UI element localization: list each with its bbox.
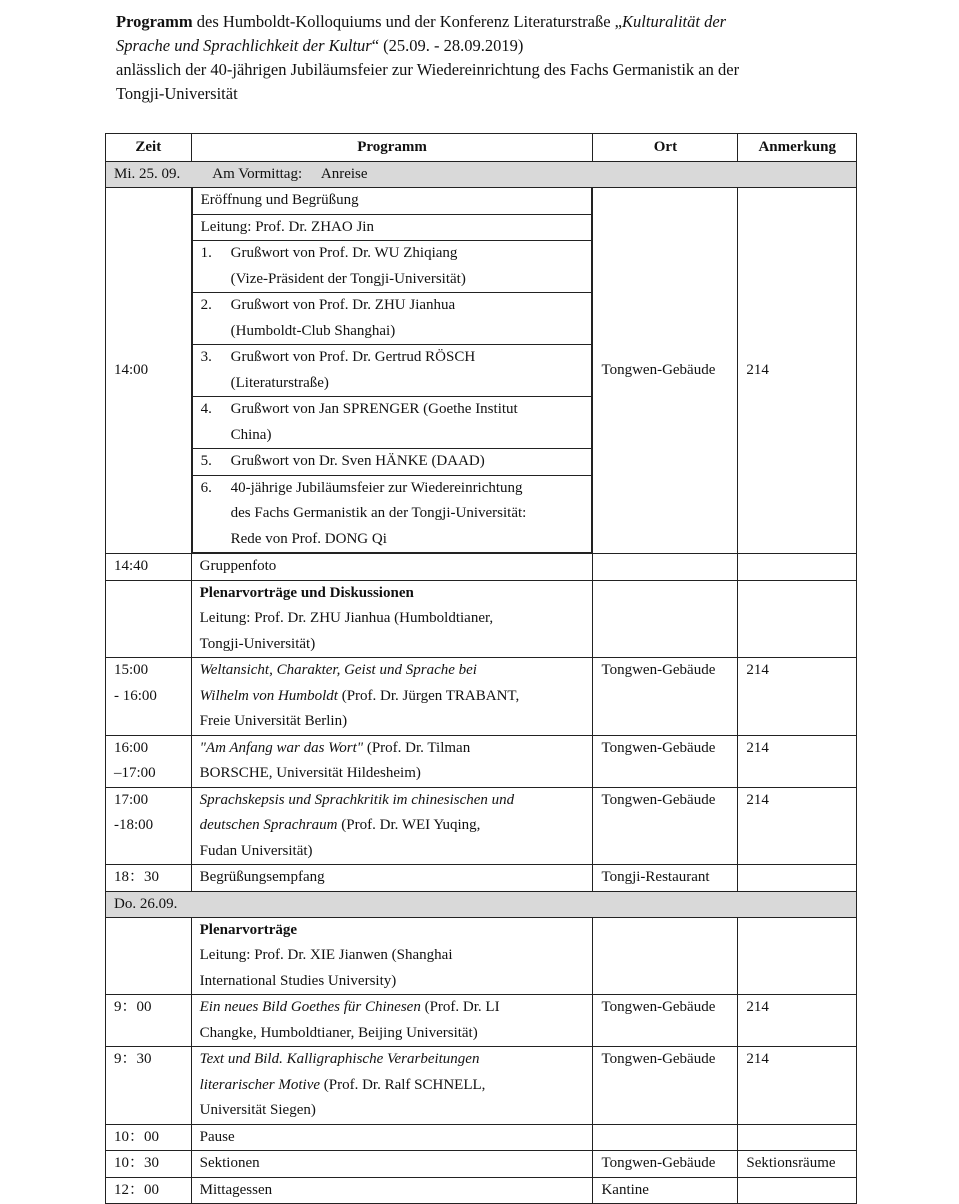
table-row-pause [106, 1124, 857, 1151]
item-number: 3. [200, 349, 212, 365]
time-cell [106, 917, 192, 995]
heading-text: des Humboldt-Kolloquiums und der Konferenz Literaturstraße „ [192, 12, 623, 31]
day-header [106, 162, 857, 188]
day-row-wednesday [106, 162, 857, 188]
list-item [192, 293, 592, 345]
day-header: Do. 26.09. [106, 891, 857, 917]
talk-speaker: Changke, Humboldtianer, Beijing Universität) [199, 1024, 478, 1041]
session-lead: Leitung: Prof. Dr. XIE Jianwen (Shanghai [199, 947, 453, 963]
session-lead: International Studies University) [199, 972, 397, 989]
program-cell [191, 735, 593, 787]
table-row-opening [106, 188, 857, 554]
opening-subtable [192, 188, 593, 553]
talk-title: literarischer Motive [199, 1076, 321, 1093]
item-text: Grußwort von Dr. Sven HÄNKE (DAAD) [230, 453, 485, 469]
talk-title: Sprachskepsis und Sprachkritik im chinesischen und [199, 791, 515, 808]
table-row-plenary-1 [106, 580, 857, 658]
talk-title: Wilhelm von Humboldt [199, 687, 338, 704]
document-heading [116, 10, 856, 106]
table-row-sections [106, 1151, 857, 1178]
talk-speaker: (Prof. Dr. LI [420, 999, 500, 1015]
program-cell [191, 580, 593, 658]
program-table [105, 133, 857, 1204]
heading-bold-word: Programm [116, 12, 193, 31]
item-number: 2. [200, 297, 212, 313]
talk-speaker: Freie Universität Berlin) [199, 713, 348, 729]
time-end: –17:00 [114, 765, 156, 781]
place-cell: Tongji-Restaurant [593, 865, 738, 892]
heading-line-3: anlässlich der 40-jährigen Jubiläumsfeier zur Wiedereinrichtung des Fachs Germanistik an der [116, 60, 740, 79]
talk-speaker: (Prof. Dr. Jürgen TRABANT, [337, 687, 520, 704]
item-number: 5. [200, 453, 212, 469]
talk-title: "Am Anfang war das Wort" [199, 739, 364, 756]
room-cell [738, 865, 857, 892]
room-cell [738, 580, 857, 658]
talk-title: Text und Bild. Kalligraphische Verarbeitungen [199, 1051, 480, 1067]
room-cell: 214 [738, 787, 857, 865]
session-title: Eröffnung und Begrüßung [192, 188, 592, 214]
time-cell [106, 735, 192, 787]
talk-title: Ein neues Bild Goethes für Chinesen [199, 999, 421, 1015]
item-text: China) [230, 426, 272, 443]
day-date: Mi. 25. 09. [114, 166, 181, 182]
program-cell: Pause [191, 1124, 593, 1151]
talk-speaker: (Prof. Dr. WEI Yuqing, [337, 817, 481, 833]
place-cell: Tongwen-Gebäude [593, 735, 738, 787]
program-cell [191, 1047, 593, 1125]
session-lead: Tongji-Universität) [199, 635, 316, 652]
column-header-ort: Ort [593, 134, 738, 162]
column-header-zeit: Zeit [106, 134, 192, 162]
place-cell: Tongwen-Gebäude [593, 1151, 738, 1178]
program-cell [191, 787, 593, 865]
time-cell: 9：00 [106, 995, 192, 1047]
table-row-reception [106, 865, 857, 892]
item-text: Grußwort von Prof. Dr. ZHU Jianhua [230, 297, 456, 313]
place-cell: Tongwen-Gebäude [593, 188, 738, 554]
item-text: Grußwort von Prof. Dr. Gertrud RÖSCH [230, 349, 476, 365]
program-cell: Begrüßungsempfang [191, 865, 593, 892]
heading-italic-text: Kulturalität der [622, 12, 727, 31]
room-cell: Sektionsräume [738, 1151, 857, 1178]
program-cell: Gruppenfoto [191, 554, 593, 581]
talk-speaker: (Prof. Dr. Ralf SCHNELL, [320, 1076, 486, 1093]
room-cell: 214 [738, 735, 857, 787]
place-cell: Tongwen-Gebäude [593, 1047, 738, 1125]
day-note-label: Am Vormittag: [212, 166, 303, 182]
room-cell [738, 554, 857, 581]
item-text: Grußwort von Jan SPRENGER (Goethe Institut [230, 401, 518, 417]
talk-title: deutschen Sprachraum [199, 817, 338, 833]
program-cell: Sektionen [191, 1151, 593, 1178]
place-cell [593, 580, 738, 658]
time-cell: 14:00 [106, 188, 192, 554]
time-cell: 14:40 [106, 554, 192, 581]
program-cell [191, 658, 593, 736]
program-cell [191, 995, 593, 1047]
room-cell [738, 1124, 857, 1151]
table-header-row [106, 134, 857, 162]
place-cell [593, 1124, 738, 1151]
talk-speaker: Fudan Universität) [199, 842, 313, 859]
time-cell [106, 658, 192, 736]
time-end: - 16:00 [114, 687, 157, 704]
talk-title: Weltansicht, Charakter, Geist und Sprache bei [199, 662, 477, 678]
list-item [192, 397, 592, 449]
table-row-photo [106, 554, 857, 581]
item-number: 4. [200, 401, 212, 417]
time-start: 16:00 [114, 739, 149, 756]
item-text: Grußwort von Prof. Dr. WU Zhiqiang [230, 245, 458, 261]
place-cell: Tongwen-Gebäude [593, 787, 738, 865]
list-item [192, 449, 592, 476]
time-start: 15:00 [114, 662, 149, 678]
room-cell: 214 [738, 658, 857, 736]
place-cell: Kantine [593, 1177, 738, 1204]
list-item [192, 475, 592, 553]
column-header-programm: Programm [191, 134, 593, 162]
item-text: Rede von Prof. DONG Qi [230, 530, 387, 547]
day-note-value: Anreise [320, 166, 368, 182]
time-cell: 12：00 [106, 1177, 192, 1204]
item-text: (Humboldt-Club Shanghai) [230, 322, 396, 339]
item-number: 6. [200, 479, 212, 496]
table-row-plenary-2 [106, 917, 857, 995]
session-title: Plenarvorträge [199, 921, 298, 938]
item-text: (Vize-Präsident der Tongji-Universität) [230, 270, 466, 287]
room-cell: 214 [738, 188, 857, 554]
table-row-talk-2 [106, 735, 857, 787]
talk-speaker: (Prof. Dr. Tilman [363, 739, 471, 756]
place-cell: Tongwen-Gebäude [593, 658, 738, 736]
place-cell: Tongwen-Gebäude [593, 995, 738, 1047]
room-cell: 214 [738, 1047, 857, 1125]
time-cell: 10：00 [106, 1124, 192, 1151]
heading-line-2 [116, 34, 856, 58]
heading-italic-text: Sprache und Sprachlichkeit der Kultur [116, 36, 372, 55]
session-lead: Leitung: Prof. Dr. ZHU Jianhua (Humboldtianer, [199, 610, 494, 626]
room-cell [738, 917, 857, 995]
time-cell: 18：30 [106, 865, 192, 892]
program-cell [191, 917, 593, 995]
list-item [192, 241, 592, 293]
talk-speaker: Universität Siegen) [199, 1102, 316, 1118]
time-cell [106, 580, 192, 658]
talk-speaker: BORSCHE, Universität Hildesheim) [199, 765, 421, 781]
time-cell: 9：30 [106, 1047, 192, 1125]
column-header-anmerkung: Anmerkung [738, 134, 857, 162]
day-row-thursday [106, 891, 857, 917]
place-cell [593, 917, 738, 995]
item-number: 1. [200, 245, 212, 261]
room-cell: 214 [738, 995, 857, 1047]
time-end: -18:00 [114, 817, 154, 833]
program-cell: Mittagessen [191, 1177, 593, 1204]
item-text: (Literaturstraße) [230, 374, 329, 391]
table-row-talk-4 [106, 995, 857, 1047]
table-row-talk-1 [106, 658, 857, 736]
heading-line-1 [116, 10, 856, 34]
program-cell [191, 188, 593, 554]
item-text: des Fachs Germanistik an der Tongji-Universität: [230, 505, 527, 521]
time-start: 17:00 [114, 791, 149, 808]
time-cell: 10：30 [106, 1151, 192, 1178]
table-row-talk-3 [106, 787, 857, 865]
table-row-talk-5 [106, 1047, 857, 1125]
session-title: Plenarvorträge und Diskussionen [199, 584, 414, 601]
heading-dates: “ (25.09. - 28.09.2019) [371, 36, 524, 55]
session-lead: Leitung: Prof. Dr. ZHAO Jin [192, 214, 592, 241]
list-item [192, 345, 592, 397]
place-cell [593, 554, 738, 581]
item-text: 40-jährige Jubiläumsfeier zur Wiedereinrichtung [230, 479, 523, 496]
heading-line-4: Tongji-Universität [116, 84, 238, 103]
time-cell [106, 787, 192, 865]
